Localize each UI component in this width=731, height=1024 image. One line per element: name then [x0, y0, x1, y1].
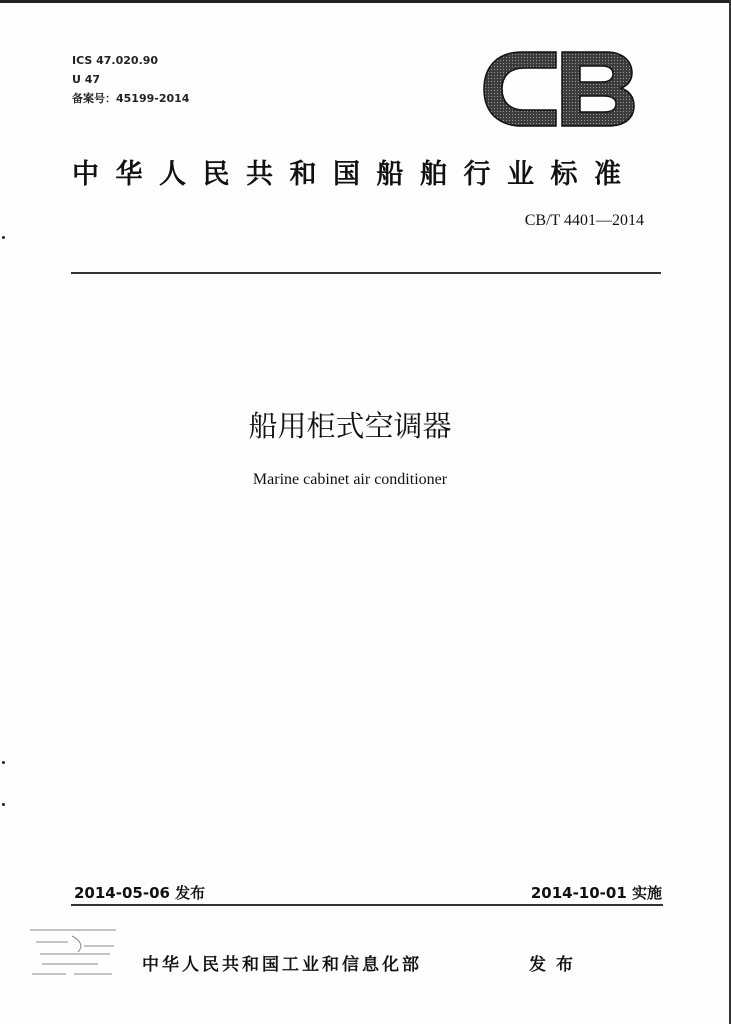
- publish-label: 发布: [529, 955, 583, 975]
- implementation-date: 2014-10-01 实施: [530, 884, 662, 902]
- document-title-english: Marine cabinet air conditioner: [252, 471, 448, 488]
- standard-number: CB/T 4401—2014: [524, 212, 644, 229]
- publisher-name: 中华人民共和国工业和信息化部: [142, 955, 422, 975]
- header-divider: [71, 272, 661, 274]
- footer-divider: [71, 904, 663, 906]
- scan-speck: [2, 761, 5, 764]
- document-title-chinese: 船用柜式空调器: [248, 409, 452, 443]
- scan-speck: [2, 236, 5, 239]
- classification-block: [72, 51, 189, 108]
- ics-code: ICS 47.020.90: [72, 54, 159, 67]
- standard-category-title: 中华人民共和国船舶行业标准: [72, 159, 638, 190]
- cb-logo: [478, 44, 638, 134]
- scan-edge-top: [0, 0, 731, 3]
- faded-stamp-image: [28, 924, 120, 986]
- ccs-code: U 47: [72, 73, 101, 86]
- record-number: 备案号：45199-2014: [72, 92, 190, 105]
- issue-date: 2014-05-06 发布: [74, 884, 206, 902]
- scan-speck: [2, 803, 5, 806]
